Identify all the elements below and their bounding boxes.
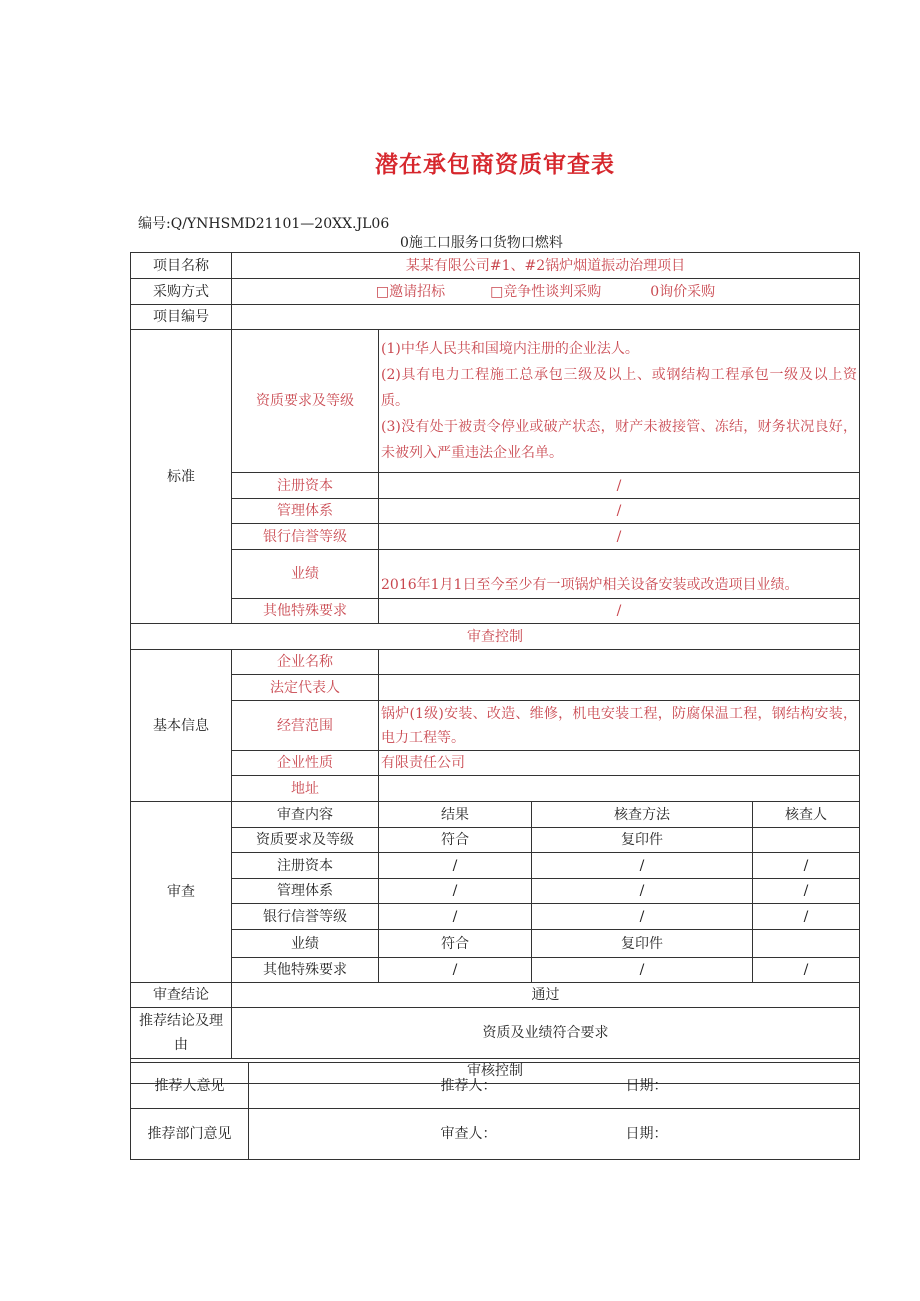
company-name-label: 企业名称 <box>232 650 379 675</box>
review-checker: / <box>753 853 860 879</box>
conclusion-value: 通过 <box>232 983 860 1008</box>
company-nature-value: 有限责任公司 <box>379 751 860 776</box>
basic-info-label: 基本信息 <box>131 650 232 802</box>
review-item: 银行信誉等级 <box>232 904 379 930</box>
review-result: / <box>379 958 532 983</box>
recommend-reason-value: 资质及业绩符合要求 <box>232 1008 860 1059</box>
qualification-requirements <box>379 330 860 473</box>
review-method: / <box>532 958 753 983</box>
capital-label: 注册资本 <box>232 473 379 499</box>
table-row <box>131 930 860 958</box>
review-header-content: 审查内容 <box>232 802 379 828</box>
procurement-option-inquiry[interactable]: 0询价采购 <box>650 283 716 300</box>
other-requirements-value: / <box>379 599 860 624</box>
management-label: 管理体系 <box>232 499 379 524</box>
review-item: 资质要求及等级 <box>232 828 379 853</box>
conclusion-label: 审查结论 <box>131 983 232 1008</box>
department-signature <box>249 1109 860 1160</box>
qualification-item: (1)中华人民共和国境内注册的企业法人。 <box>381 341 639 357</box>
review-checker <box>753 828 860 853</box>
company-nature-label: 企业性质 <box>232 751 379 776</box>
department-label: 推荐部门意见 <box>131 1109 249 1160</box>
management-value: / <box>379 499 860 524</box>
qualification-item: (3)没有处于被责令停业或破产状态，财产未被接管、冻结，财务状况良好，未被列入严重违法企业名单。 <box>381 419 858 461</box>
address-label: 地址 <box>232 776 379 802</box>
recommender-person: 推荐人： <box>440 1077 497 1094</box>
company-name-value <box>379 650 860 675</box>
review-checker: / <box>753 904 860 930</box>
qualification-label: 资质要求及等级 <box>232 330 379 473</box>
project-number-label: 项目编号 <box>131 305 232 330</box>
review-checker: / <box>753 879 860 904</box>
procurement-option-invite[interactable]: □邀请招标 <box>375 283 446 300</box>
document-number: 编号:Q/YNHSMD21101—20XX.JL06 <box>138 216 390 232</box>
review-header-checker: 核查人 <box>753 802 860 828</box>
performance-label: 业绩 <box>232 550 379 599</box>
standard-label: 标准 <box>131 330 232 624</box>
review-checker: / <box>753 958 860 983</box>
review-method: 复印件 <box>532 828 753 853</box>
table-row <box>131 879 860 904</box>
review-result: / <box>379 879 532 904</box>
review-method: / <box>532 879 753 904</box>
review-result: / <box>379 904 532 930</box>
audit-control-header: 审核控制 <box>131 1059 860 1084</box>
review-method: 复印件 <box>532 930 753 958</box>
recommend-reason-label: 推荐结论及理由 <box>131 1008 232 1059</box>
qualification-item: (2)具有电力工程施工总承包三级及以上、或钢结构工程承包一级及以上资质。 <box>381 367 858 409</box>
recommender-signature <box>249 1063 860 1109</box>
procurement-option-negotiation[interactable]: □竞争性谈判采购 <box>490 283 602 300</box>
review-item: 其他特殊要求 <box>232 958 379 983</box>
review-item: 管理体系 <box>232 879 379 904</box>
table-row <box>131 828 860 853</box>
business-scope-label: 经营范围 <box>232 701 379 751</box>
form-title: 潜在承包商资质审查表 <box>375 151 615 178</box>
table-row <box>131 904 860 930</box>
review-result: 符合 <box>379 930 532 958</box>
project-name-label: 项目名称 <box>131 253 232 279</box>
review-checker <box>753 930 860 958</box>
address-value <box>379 776 860 802</box>
business-scope-value: 锅炉(1级)安装、改造、维修，机电安装工程，防腐保温工程，钢结构安装，电力工程等。 <box>379 701 860 751</box>
credit-label: 银行信誉等级 <box>232 524 379 550</box>
category-options: 0施工口服务口货物口燃料 <box>400 235 563 251</box>
review-result: / <box>379 853 532 879</box>
signature-table <box>130 1062 860 1160</box>
capital-value: / <box>379 473 860 499</box>
project-number-value <box>232 305 860 330</box>
procurement-label: 采购方式 <box>131 279 232 305</box>
table-row <box>131 853 860 879</box>
legal-rep-label: 法定代表人 <box>232 675 379 701</box>
review-item: 业绩 <box>232 930 379 958</box>
recommender-label: 推荐人意见 <box>131 1063 249 1109</box>
review-result: 符合 <box>379 828 532 853</box>
credit-value: / <box>379 524 860 550</box>
legal-rep-value <box>379 675 860 701</box>
performance-value: 2016年1月1日至今至少有一项锅炉相关设备安装或改造项目业绩。 <box>379 550 860 599</box>
procurement-options <box>232 279 860 305</box>
department-date: 日期： <box>625 1126 668 1142</box>
project-name-value: 某某有限公司#1、#2锅炉烟道振动治理项目 <box>232 253 860 279</box>
review-label: 审查 <box>131 802 232 983</box>
review-header-result: 结果 <box>379 802 532 828</box>
table-row <box>131 958 860 983</box>
review-header-method: 核查方法 <box>532 802 753 828</box>
review-control-header: 审查控制 <box>131 624 860 650</box>
review-method: / <box>532 904 753 930</box>
qualification-table <box>130 252 860 1084</box>
department-person: 审查人： <box>440 1126 497 1142</box>
review-method: / <box>532 853 753 879</box>
review-item: 注册资本 <box>232 853 379 879</box>
recommender-date: 日期： <box>625 1077 668 1094</box>
other-requirements-label: 其他特殊要求 <box>232 599 379 624</box>
